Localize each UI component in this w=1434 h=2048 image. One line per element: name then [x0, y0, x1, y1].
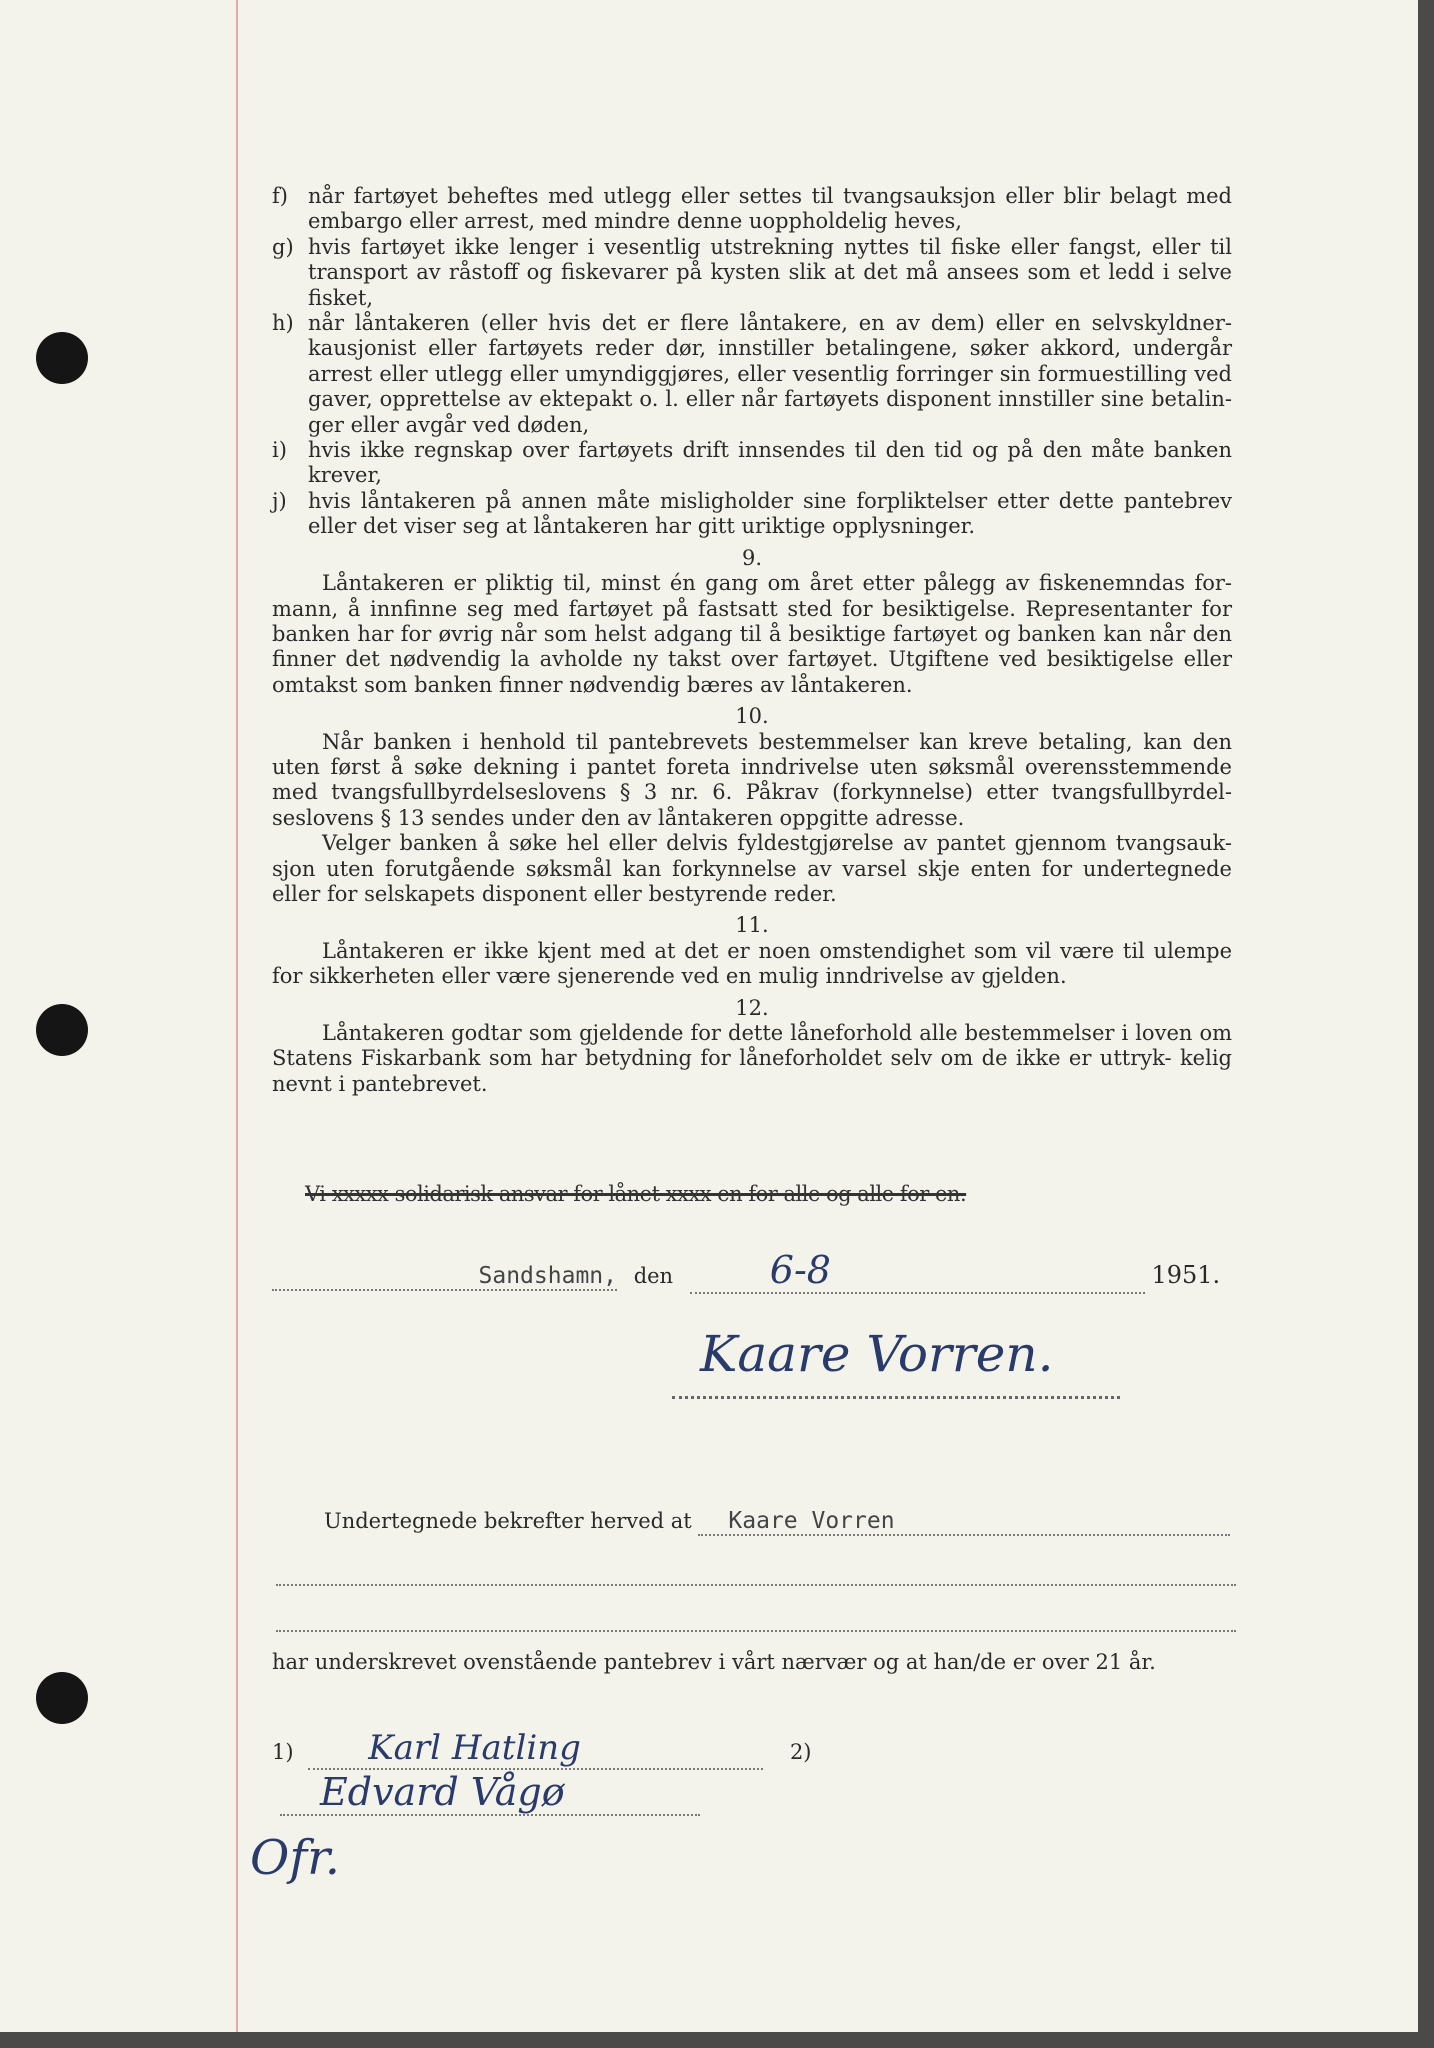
confirm-label: Undertegnede bekrefter herved at: [324, 1509, 692, 1533]
clause-text: når låntakeren (eller hvis det er flere låntakere, en av dem) eller en selvskyldner- kausjonist eller fartøyets reder dør, innstiller betalingene, søker akkord, undergår arrest eller utlegg eller umyndiggjøres, eller vesentlig forringer sin formuestilling ved gaver, opprettelse av ektepakt o. l. eller når fartøyets disponent innstiller sine betalin- ger eller avgår ved døden,: [308, 311, 1232, 437]
clause-text: hvis låntakeren på annen måte misligholder sine forpliktelser etter dette pantebrev eller det viser seg at låntakeren har gitt uriktige opplysninger.: [308, 488, 1232, 539]
witness2-signature: Edvard Vågø: [320, 1770, 565, 1814]
signature-line: [672, 1396, 1120, 1399]
section-paragraph: Låntakeren er pliktig til, minst én gang om året etter pålegg av fiskenemndas for- mann, å innfinne seg med fartøyet på fastsatt sted for besiktigelse. Representanter for banken har for øvrig når som helst adgang til å besiktige fartøyet og banken kan når den finner det nødvendig la avholde ny takst over fartøyet. Utgiftene ved besiktigelse eller omtakst som banken finner nødvendig bæres av låntakeren.: [272, 571, 1232, 697]
clause-label: g): [272, 234, 294, 259]
witness1-signature: Karl Hatling: [368, 1728, 581, 1768]
clause-item: [272, 438, 1232, 489]
clause-label: j): [272, 488, 287, 513]
margin-line: [236, 0, 238, 2032]
section-number: 11.: [735, 913, 769, 938]
year: 1951.: [1151, 1261, 1221, 1289]
borrower-signature: Kaare Vorren.: [700, 1325, 1054, 1383]
witness-statement: har underskrevet ovenstående pantebrev i vårt nærvær og at han/de er over 21 år.: [272, 1650, 1156, 1674]
clause-item: [272, 184, 1232, 235]
witness1-label: 1): [272, 1740, 294, 1764]
witness2-label: 2): [789, 1740, 812, 1764]
clause-item: [272, 311, 1232, 438]
place: Sandshamn,: [478, 1263, 617, 1289]
punch-hole: [36, 1004, 88, 1056]
clause-item: [272, 489, 1232, 540]
den-label: den: [633, 1264, 674, 1288]
confirm-name: Kaare Vorren: [728, 1508, 895, 1534]
blank-line: [276, 1584, 1236, 1586]
section-number: 12.: [735, 995, 769, 1020]
section-number: 10.: [735, 704, 769, 729]
clause-label: f): [272, 184, 288, 208]
section-paragraph: Låntakeren godtar som gjeldende for dette låneforhold alle bestemmelser i loven om Statens Fiskarbank som har betydning for låneforholdet selv om de ikke er uttryk- kelig nevnt i pantebrevet.: [272, 1021, 1232, 1096]
section-number: 9.: [741, 545, 763, 570]
clause-text: hvis fartøyet ikke lenger i vesentlig utstrekning nyttes til fiske eller fangst, eller til transport av råstoff og fiskevarer på kysten slik at det må ansees som et ledd i selve fisket,: [308, 234, 1232, 310]
section-paragraph: Låntakeren er ikke kjent med at det er noen omstendighet som vil være til ulempe for sikkerheten eller være sjenerende ved en mulig inndrivelse av gjelden.: [272, 938, 1232, 989]
witness-line: [272, 1728, 1236, 1816]
clause-list: [272, 184, 1232, 540]
clause-text: når fartøyet beheftes med utlegg eller settes til tvangsauksjon eller blir belagt med embargo eller arrest, med mindre denne uoppholdelig heves,: [308, 184, 1232, 234]
section-paragraph: Velger banken å søke hel eller delvis fyldestgjørelse av pantet gjennom tvangsauk- sjon uten forutgående søksmål kan forkynnelse av varsel skje enten for undertegnede eller for selskapets disponent eller bestyrende reder.: [272, 831, 1232, 906]
blank-line: [276, 1630, 1236, 1632]
section-paragraph: Når banken i henhold til pantebrevets bestemmelser kan kreve betaling, kan den uten først å søke dekning i pantet foreta inndrivelse uten søksmål overensstemmende med tvangsfullbyrdelseslovens § 3 nr. 6. Påkrav (forkynnelse) etter tvangsfullbyrdel- seslovens § 13 sendes under den av låntakeren oppgitte adresse.: [272, 729, 1232, 830]
punch-hole: [36, 1672, 88, 1724]
confirm-line: [272, 1508, 1236, 1536]
initials: Ofr.: [250, 1830, 341, 1886]
body-text: [272, 184, 1232, 1097]
clause-item: [272, 235, 1232, 311]
date: 6-8: [769, 1248, 831, 1292]
struck-line: Vi xxxxx solidarisk ansvar for lånet xxxx en for alle og alle for en.: [305, 1182, 967, 1206]
clause-label: h): [272, 311, 294, 336]
clause-label: i): [272, 438, 287, 463]
punch-hole: [36, 332, 88, 384]
clause-text: hvis ikke regnskap over fartøyets drift innsendes til den tid og på den måte banken krever,: [308, 438, 1232, 488]
section-list: [272, 546, 1232, 1098]
place-date-line: [272, 1248, 1236, 1294]
